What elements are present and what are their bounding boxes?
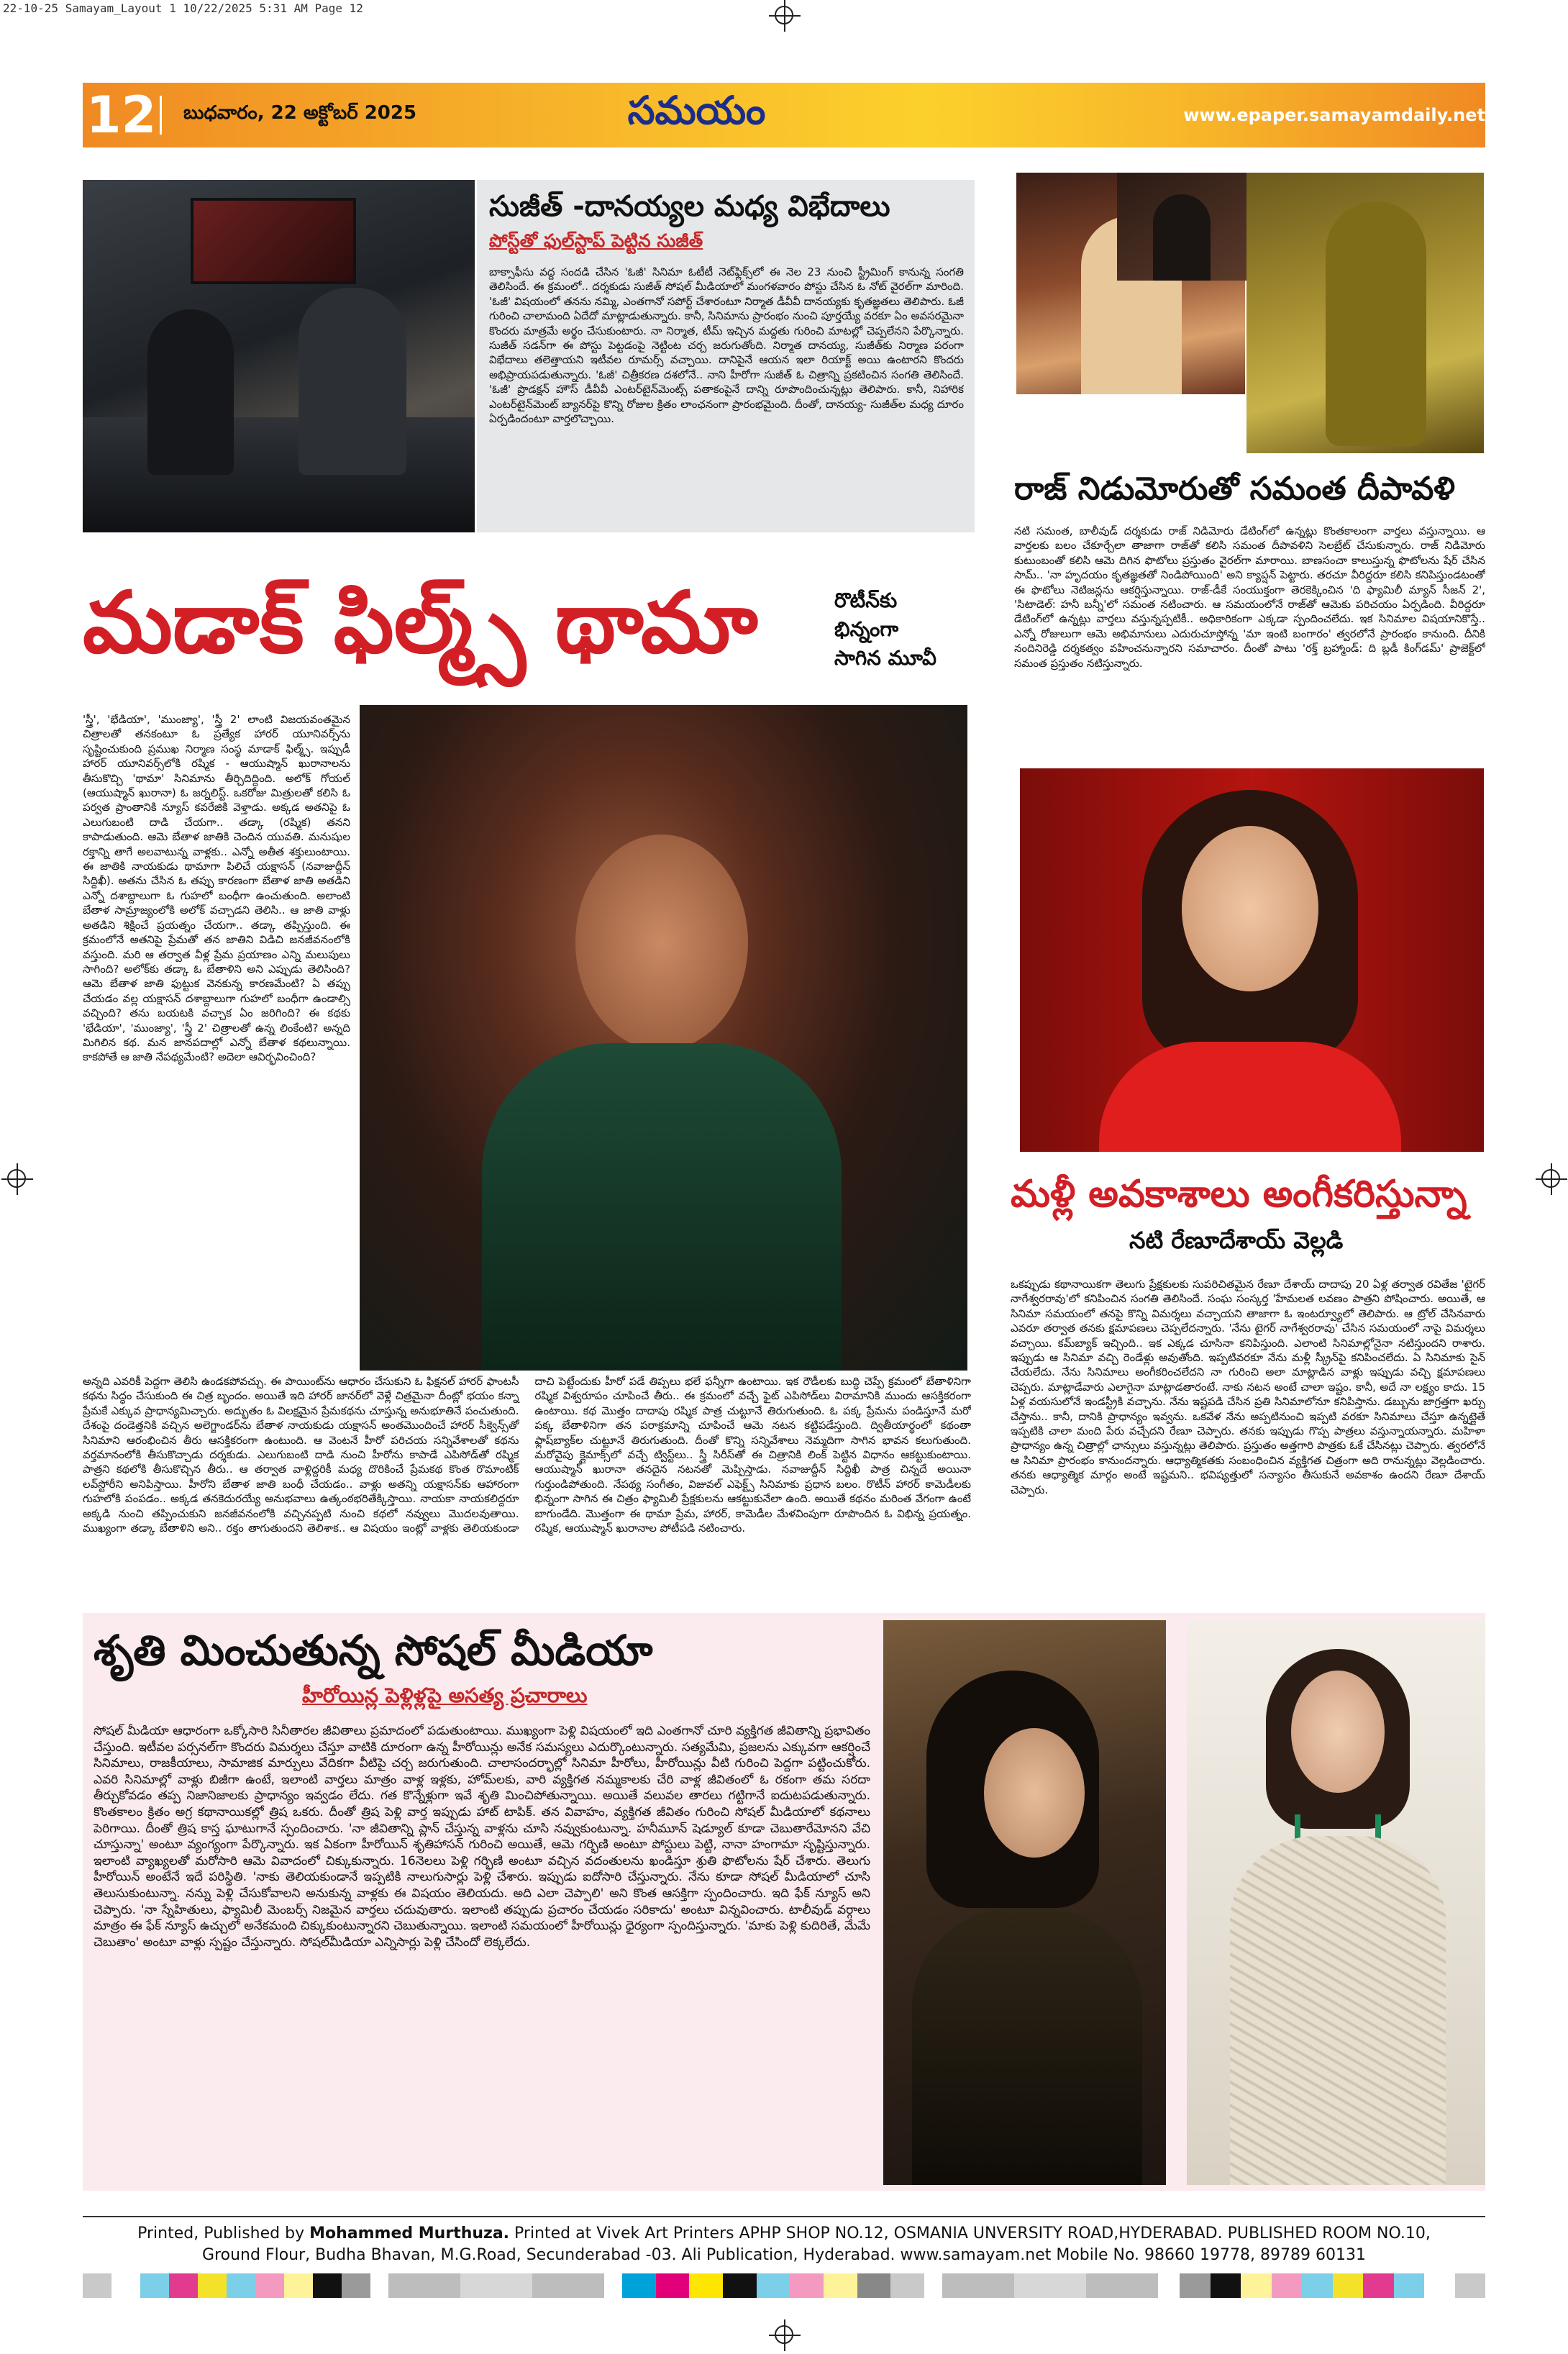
color-bar-center <box>622 2273 924 2298</box>
person-left <box>147 309 234 475</box>
renu-saree <box>1099 1042 1401 1152</box>
thama-tagline-line1: రొటీన్‌కు <box>834 588 898 612</box>
color-bar-center-right <box>942 2273 1158 2298</box>
samantha-dance-figure <box>1326 201 1426 446</box>
thama-tagline <box>834 586 993 673</box>
registration-mark-right <box>1541 1169 1560 1188</box>
renu-face <box>1182 826 1318 991</box>
social-media-subheadline: హీరోయిన్ల పెళ్లిళ్లపై అసత్య ప్రచారాలు <box>302 1683 588 1707</box>
imprint-address: Printed at Vivek Art Printers APHP SHOP NO.12, OSMANIA UNVERSITY ROAD,HYDERABAD. PUBLISHED ROOM NO.10, <box>509 2225 1431 2242</box>
samantha-photo-right <box>1246 173 1484 453</box>
social-media-headline: శృతి మించుతున్న సోషల్ మీడియా <box>94 1626 653 1675</box>
sujeeth-article-body: బాక్సాఫీసు వద్ద సందడి చేసిన 'ఓజీ' సినిమా ఓటీటీ నెట్‌ఫ్లిక్స్‌లో ఈ నెల 23 నుంచి స్ట్రీమింగ్ కానున్న సంగతి తెలిసిందే. ఈ క్రమంలో.. దర్శకుడు సుజీత్ సోషల్ మీడియాలో మంగళవారం పోస్టు చేసిన ఓ నోట్ వైరల్‌గా మారింది. 'ఓజీ' విషయంలో తనను నమ్మి, ఎంతగానో సపోర్ట్ చేశారంటూ నిర్మాత డీవీవీ దానయ్యకు కృతజ్ఞతలు తెలిపారు. ఓజీ గురించి చాలామంది ఏదేదో మాట్లాడుతున్నారు. కానీ, సినిమాను ప్రారంభం నుంచి పూర్తయ్యే వరకూ ఏం అవసరమైనా కొందరు మాత్రమే అర్థం చేసుకుంటారు. నా నిర్మాత, టీమ్ ఇచ్చిన మద్దతు గురించి మాటల్లో చెప్పలేనని పేర్కొన్నారు. సుజీత్ సడన్‌గా ఈ పోస్టు పెట్టడంపై నెట్టింట చర్చ జరుగుతోంది. నిర్మాత దానయ్య, సుజీత్‌కు నిర్మాణ పరంగా విభేదాలు తలెత్తాయని ఇటీవల రూమర్స్ వచ్చాయి. దానిపైనే ఆయన ఇలా రియాక్ట్ అయి ఉంటారని కొందరు అభిప్రాయపడుతున్నారు. 'ఓజీ' చిత్రీకరణ దశలోనే.. నాని హీరోగా సుజీత్ ఓ చిత్రాన్ని ప్రకటించిన సంగతి తెలిసిందే. 'ఓజీ' ప్రొడక్షన్ హౌస్ డీవీవీ ఎంటర్‌టైన్‌మెంట్స్ పతాకంపైనే దాన్ని రూపొందించున్నట్లు తెలిపారు. కానీ, నిహారిక ఎంటర్‌టైన్‌మెంట్ బ్యానర్‌పై కొన్ని రోజుల క్రితం లాంఛనంగా ప్రారంభమైంది. దీంతో, దానయ్య- సుజీత్‌ల మధ్య దూరం ఏర్పడిందంటూ వార్తలొచ్చాయి. <box>489 265 964 426</box>
rashmika-thama-still <box>360 705 967 1371</box>
registration-mark-top <box>775 6 793 24</box>
samantha-photo-center <box>1117 173 1246 281</box>
color-bar-left <box>83 2273 370 2298</box>
sujeeth-subheadline: పోస్ట్‌తో ఫుల్‌స్టాప్ పెట్టిన సుజీత్ <box>489 230 703 251</box>
website-url[interactable]: www.epaper.samayamdaily.net <box>1183 105 1485 125</box>
person-right <box>298 288 406 475</box>
thama-review-continued: అన్నది ఎవరికీ పెద్దగా తెలిసి ఉండకపోవచ్చు. ఈ పాయింట్‌ను ఆధారం చేసుకుని ఓ ఫిక్షనల్ హారర్ ఫాంటసీ కథను సిద్ధం చేసుకుంది ఈ చిత్ర బృందం. అయితే ఇది హారర్ జానర్‌లో వెళ్లే చిత్రమైనా దీంట్లో భయం కన్నా ప్రేమకే ఎక్కువ ప్రాధాన్యమిచ్చారు. అద్భుతం ఓ విలక్షమైన ప్రేమకథను చూస్తున్న అనుభూతినే పంచుతుంది. దేశంపై దండెత్తనికి వచ్చిన అలెగ్జాండర్‌ను బేతాళ నాయకుడు యక్షాసన్ అంతమొందించే హారర్ సీక్వెన్స్‌తో సినిమాని ఆరంభించిన తీరు ఆసక్తికరంగా ఉంటుంది. ఆ వెంటనే హీరో పరిచయ సన్నివేశాలతో కథను వర్తమానంలోకి తీసుకొచ్చాడు దర్శకుడు. ఎలుగుబంటి దాడి నుంచి హీరోను కాపాడే ఎపిసోడ్‌తో రష్మిక పాత్రని కథలోకి తీసుకొచ్చిన తీరు.. ఆ తర్వాత వాళ్లిద్దరికీ మధ్య దొరికించే ప్రేమకథ కొంత రొమాంటిక్ లవ్‌స్టోరీని అనిపిస్తాయి. హీరోని బేతాళ జాతి బంధీ చేయడం.. వాళ్లు అతన్ని యక్షాసన్‌కు ఆహారంగా గుహలోకి పంపడం.. అక్కడ తనకెదురయ్యే అనుభవాలు ఉత్కంఠభరితేక్కిస్తాయి. నాయకా నాయకలిద్దరూ అక్కడి నుంచి తప్పించుకుని జనజీవనంలోకి వచ్చినప్పటి నుంచి కథలో నవ్వులు మొదలవుతాయి. ముఖ్యంగా తడ్కా బేతాళిని అని.. రక్తం తాగుతుందని తెలిశాక.. ఆ విషయం ఇంట్లో వాళ్లకు తెలియకుండా దాచి పెట్టేందుకు హీరో పడే తిప్పలు భలే ఫన్నీగా ఉంటాయి. ఇక రౌడీలకు బుద్ధి చెప్పే క్రమంలో బేతాళినిగా రష్మిక విశ్వరూపం చూపించే తీరు.. ఈ క్రమంలో వచ్చే ఫైట్ ఎపిసోడ్‌లు విరామానికి ముందు ఆసక్తికరంగా ఉంటాయి. కథ మొత్తం దాదాపు రష్మిక పాత్ర చుట్టూనే తిరుగుతుంది. ఓ పక్క ప్రేమను పండిస్తూనే మరో పక్క బేతాళినిగా తన పరాక్రమాన్ని చూపించే ఆమె నటన కట్టిపడేస్తుంది. ద్వితీయార్థంలో కథంతా ఫ్లాష్‌బ్యాక్‌ల చుట్టూనే తిరుగుతుంది. దీంతో కొన్ని సన్నివేశాలు నెమ్మదిగా సాగిన భావన కలుగుతుంది. మరోవైపు క్లైమాక్స్‌లో వచ్చే ట్విస్ట్‌లు.. స్త్రీ సిరీస్‌తో ఈ చిత్రానికి లింక్ పెట్టిన విధానం ఆకట్టుకుంటాయి. ఆయుష్మాన్ ఖురానా తనదైన నటనతో మెప్పిస్తాడు. నవాజుద్దీన్ సిద్దిఖీ పాత్ర చిన్నదే అయినా గుర్తుండిపోతుంది. నేపథ్య సంగీతం, విజువల్ ఎఫెక్ట్స్ సినిమాకు ప్రధాన బలం. రొటీన్ హారర్ కామెడీలకు భిన్నంగా సాగిన ఈ చిత్రం ఫ్యామిలీ ప్రేక్షకులను ఆకట్టుకునేలా ఉంది. అయితే కథనం మరింత వేగంగా ఉంటే బాగుండేది. మొత్తంగా ఈ థామా ప్రేమ, హారర్, కామెడీల మేళవింపుగా రూపొందిన ఓ విభిన్న ప్రయత్నం. రష్మిక, ఆయుష్మాన్ ఖురానాల పోటీపడి నటించారు. <box>83 1375 971 1535</box>
renu-subheadline: నటి రేణూదేశాయ్ వెల్లడి <box>1129 1227 1344 1254</box>
sujeeth-headline: సుజీత్ -దానయ్యల మధ్య విభేదాలు <box>489 190 890 223</box>
publisher-name: Mohammed Murthuza. <box>309 2225 510 2242</box>
raj-figure <box>1153 194 1211 281</box>
imprint-prefix: Printed, Published by <box>137 2225 310 2242</box>
samantha-headline: రాజ్ నిడుమోరుతో సమంత దీపావళి <box>1014 471 1455 507</box>
color-bar-right <box>1180 2273 1485 2298</box>
imprint-line-2: Ground Flour, Budha Bhavan, M.G.Road, Secunderabad -03. Ali Publication, Hyderabad. www.samayam.net Mobile No. 98660 19778, 89789 60131 <box>202 2246 1366 2264</box>
shruti-face <box>984 1728 1085 1858</box>
thama-headline: మడాక్ ఫిల్మ్స్ థామా <box>83 573 758 672</box>
footer-rule <box>83 2216 1485 2217</box>
shruti-blouse <box>912 1908 1142 2185</box>
print-slug: 22-10-25 Samayam_Layout 1 10/22/2025 5:31 AM Page 12 <box>3 1 363 15</box>
mixing-console <box>83 417 475 532</box>
renu-desai-photo <box>1020 768 1484 1152</box>
renu-article-body: ఒకప్పుడు కథానాయికగా తెలుగు ప్రేక్షకులకు సుపరిచితమైన రేణూ దేశాయ్ దాదాపు 20 ఏళ్ల తర్వాత రవితేజ 'టైగర్ నాగేశ్వరరావు'లో కనిపించిన సంగతి తెలిసిందే. సంఘ సంస్కర్త 'హేమలత లవణం పాత్రని పోషించారు. అయితే, ఆ సినిమా సమయంలో తనపై కొన్ని విమర్శలు వచ్చాయని తాజాగా ఓ ఇంటర్వ్యూలో తెలిపారు. ఆ ట్రోల్ చేసినవారు ఎవరూ తర్వాత తనకు క్షమాపణలు చెప్పలేదన్నారు. 'నేను టైగర్ నాగేశ్వరరావు' చేసిన సమయంలో నాపై విమర్శలు వచ్చాయి. కమ్‌బ్యాక్ ఇచ్చింది.. ఇక ఎక్కడ చూసినా కనిపిస్తుంది. ఎలాంటి సినిమాల్లోనైనా నటిస్తుందని రాశారు. ఇప్పుడు ఆ సినిమా వచ్చి రెండేళ్లు అవుతోంది. ఇప్పటివరకూ నేను మళ్లీ స్క్రీన్‌పై కనిపించలేదు. ఏ సినిమాకు సైన్ చేయలేదు. నేను సినిమాలు అంగీకరించలేదని నా గురించి అలా మాట్లాడిన వాళ్లు ఇప్పుడు వచ్చి క్షమాపణలు చెప్పరు. మాట్లాడేవారు ఎలాగైనా మాట్లాడతారంటే. నాకు నటన అంటే చాలా ఇష్టం. కానీ, అదే నా లక్ష్యం కాదు. 15 ఏళ్ల వయసులోనే ఇండస్ట్రీకి వచ్చాను. నేను ఇష్టపడి చేసిన ప్రతి సినిమాలోనూ కనిపిస్తాను. డబ్బును జాగ్రత్తగా ఖర్చు చేస్తాను.. కానీ, దానికి ప్రాధాన్యం ఇవ్వను. ఒకవేళ నేను అప్పటినుంచి ఇప్పటి వరకూ సినిమాలు చేస్తూ ఉన్నట్లైతే ఇప్పటికి చాలా మంది పేరు వచ్చేదని రేణూ చెప్పారు. తనకు ఇప్పుడు గొప్ప పాత్రలు వస్తున్నాయన్నారు. మహిళా ప్రాధాన్యం ఉన్న చిత్రాల్లో ఛాన్సులు వస్తున్నట్లు తెలిపారు. ప్రస్తుతం అత్తగారి పాత్రకు ఓకే చేసినట్లు చెప్పారు. త్వరలోనే ఆ సినిమా ప్రారంభం కానుందన్నారు. ఆధ్యాత్మికతకు సంబంధించిన వ్యక్తిగత చిత్రంగా అది రానున్నట్లు వెల్లడించారు. తనకు ఆధ్యాత్మిక మార్గం అంటే ఇష్టమని.. భవిష్యత్తులో సన్యాసం తీసుకునే అవకాశం ఉందని రేణూ దేశాయ్ చెప్పారు. <box>1011 1278 1485 1496</box>
issue-date: బుధవారం, 22 అక్టోబర్ 2025 <box>183 102 417 124</box>
header-divider <box>160 96 162 135</box>
rashmika-face <box>575 835 748 1050</box>
thama-tagline-line2: భిన్నంగా <box>834 617 899 641</box>
trisha-saree <box>1230 1836 1446 2185</box>
renu-headline: మళ్లీ అవకాశాలు అంగీకరిస్తున్నా <box>1011 1173 1467 1216</box>
rashmika-dress <box>482 1043 842 1371</box>
registration-mark-left <box>7 1169 26 1188</box>
thama-review-column: 'స్త్రీ', 'భేడియా', 'ముంజ్యా', 'స్త్రీ 2' లాంటి విజయవంతమైన చిత్రాలతో తనకంటూ ఓ ప్రత్యేక హారర్ యూనివర్స్‌ను సృష్టించుకుంది ప్రముఖ నిర్మాణ సంస్థ మాడాక్ ఫిల్మ్స్. ఇప్పుడీ హారర్ యూనివర్స్‌లోకి రష్మిక - ఆయుష్మాన్ ఖురానాలను తీసుకొచ్చి 'థామా' సినిమాను తీర్చిదిద్దింది. అలోక్ గోయల్ (ఆయుష్మాన్ ఖురానా) ఓ జర్నలిస్ట్. ఒకరోజు మిత్రులతో కలిసి ఓ పర్వత ప్రాంతానికి న్యూస్ కవరేజికి వెళ్తాడు. అక్కడ అతనిపై ఓ ఎలుగుబంటి దాడి చేయగా.. తడ్కా (రష్మిక) తనని కాపాడుతుంది. ఆమె బేతాళ జాతికి చెందిన యువతి. మనుషుల రక్తాన్ని తాగే అలవాటున్న వాళ్లకు.. ఎన్నో అతీత శక్తులుంటాయి. ఈ జాతికి నాయకుడు థామాగా పిలిచే యక్షాసన్ (నవాజుద్దీన్ సిద్దిఖీ). అతను చేసిన ఓ తప్పు కారణంగా బేతాళ జాతి అతడిని ఎన్నో దశాబ్దాలుగా ఓ గుహలో బంధీగా ఉంచుతుంది. అలాంటి బేతాళ సామ్రాజ్యంలోకి అలోక్ వచ్చాడని తెలిసి.. ఆ జాతి వాళ్లు అతడిని శిక్షించే ప్రయత్నం చేయగా.. తడ్కా తప్పిస్తుంది. ఈ క్రమంలోనే అతనిపై ప్రేమతో తన జాతిని విడిచి జనజీవనంలోకి వస్తుంది. మరి ఆ తర్వాత వీళ్ల ప్రేమ ప్రయాణం ఎన్ని మలుపులు సాగింది? అలోక్‌కు తడ్కా ఓ బేతాళిని అని ఎప్పుడు తెలిసింది? ఆమె బేతాళ జాతి ఫుట్టుక వెనకున్న కారణమేంటి? ఏ తప్పు చేయడం వల్ల యక్షాసన్ దశాబ్దాలుగా గుహలో బంధీగా ఉండాల్సి వచ్చింది? తను బయటకి వచ్చాక ఏం జరిగింది? ఈ కథకు 'భేడియా', 'ముంజ్యా', 'స్త్రీ 2' చిత్రాలతో ఉన్న లింకేంటి? అన్నది మిగిలిన కథ. మన జానపదాల్లో ఎన్నో బేతాళ కథలున్నాయి. కాకపోతే ఆ జాతి నేపథ్యమేంటి? అదెలా ఆవిర్భవించింది? <box>83 713 350 1064</box>
shruti-haasan-photo <box>883 1620 1166 2185</box>
page-number: 12 <box>86 86 157 145</box>
samantha-article-body: నటి సమంత, బాలీవుడ్ దర్శకుడు రాజ్ నిడిమోరు డేటింగ్‌లో ఉన్నట్లు కొంతకాలంగా వార్తలు వస్తున్నాయి. ఆ వార్తలకు బలం చేకూర్చేలా తాజాగా రాజ్‌తో కలిసి సమంత దీపావళిని సెలబ్రేట్ చేసుకున్నారు. రాజ్ నిడిమోరు కుటుంబంతో కలిసి ఆమె దిగిన ఫొటోలు ప్రస్తుతం వైరల్‌గా మారాయి. బాణసంచా కాలుస్తున్న ఫొటోలను షేర్ చేసిన సామ్.. 'నా హృదయం కృతజ్ఞతతో నిండిపోయింది' అని క్యాప్షన్ పెట్టారు. తరచూ వీరిద్దరూ కలిసి కనిపిస్తుండటంతో ఈ ఫొటోలు నెటిజన్లను ఆకర్షిస్తున్నాయి. రాజ్-డీకే సంయుక్తంగా తెరకెక్కించిన 'ది ఫ్యామిలీ మ్యాన్ సీజన్ 2', 'సిటాడెల్: హనీ బన్నీ'లో సమంత నటించారు. ఆ సమయంలోనే రాజ్‌తో ఆమెకు పరిచయం ఏర్పడింది. వీరిద్దరూ డేటింగ్‌లో ఉన్నట్లు వార్తలు వస్తున్నప్పటికీ.. అధికారికంగా ఎక్కడా స్పందించలేదు. ఇక సినిమాల విషయానికొస్తే.. ఎన్నో రోజులుగా ఆమె అభిమానులు ఎదురుచూస్తోన్న 'మా ఇంటి బంగారం' త్వరలోనే ప్రారంభం కానుంది. దీనికి నందినిరెడ్డి దర్శకత్వం వహించనున్నారని సమాచారం. దీంతో పాటు 'రక్త్ బ్రహ్మాండ్: ది బ్లడీ కింగ్‌డమ్' ప్రాజెక్ట్‌లో సమంత ప్రస్తుతం నటిస్తున్నారు. <box>1014 524 1485 670</box>
studio-screen <box>191 198 356 284</box>
trisha-photo <box>1187 1620 1485 2185</box>
thama-tagline-line3: సాగిన మూవీ <box>834 646 936 670</box>
registration-mark-bottom <box>775 2325 793 2344</box>
color-bar-center-left <box>388 2273 604 2298</box>
social-media-article-body: సోషల్ మీడియా ఆధారంగా ఒక్కోసారి సినీతారల జీవితాలు ప్రమాదంలో పడుతుంటాయి. ముఖ్యంగా పెళ్లి విషయంలో ఇది ఎంతగానో చూరి వ్యక్తిగత జీవితాన్ని ప్రభావితం చేస్తుంది. ఇటీవల పర్సనల్‌గా కొందరు విమర్శలు చేస్తూ వాటికి దూరంగా ఉన్న హీరోయిన్లు అనేక సమస్యలు ఎదుర్కొంటున్నారు. సత్యమేమి, ప్రజలను ఎక్కువగా ఆకర్షించే సినిమాలు, రాజకీయాలు, సామాజిక మార్పులు వేదికగా వీటిపై చర్చ జరుగుతుంది. చాలాసందర్భాల్లో సినిమా హీరోలు, హీరోయిన్లు వీటి గురించి పెద్దగా పట్టించుకోరు. ఎవరి సినిమాల్లో వాళ్లు బిజీగా ఉంటే, ఇలాంటి వార్తలు మాత్రం వాళ్ల ఇళ్లకు, హోమ్‌లకు, వారి వ్యక్తిగత నమ్మకాలకు చేరి వాళ్ల జీవితంలో ఓ రకంగా తమ సరదా తీర్చుకోవడం తప్ప నిజానిజాలకు ప్రాధాన్యం ఇవ్వడం లేదు. గత కొన్నేళ్లుగా ఇవే శృతి మించిపోతున్నాయి. అయితే వలువల తారలు గట్టిగానే ఐదుటపడుతున్నారు. కొంతకాలం క్రితం అగ్ర కథానాయికల్లో త్రిష ఒకరు. దీంతో త్రిష పెళ్లి వార్త ఇప్పుడు హాట్ టాపిక్. తన వివాహం, వ్యక్తిగత జీవితం గురించి సోషల్ మీడియాలో కథనాలు పెరిగాయి. దీంతో త్రిష కాస్త ఘాటుగానే స్పందించారు. 'నా జీవితాన్ని ప్లాన్ చేస్తున్న వాళ్లను చూసి నవ్వుకుంటున్నా. హనీమూన్ షెడ్యూల్ కూడా చెబుతారేమోనని వేచి చూస్తున్నా' అంటూ వ్యంగ్యంగా పేర్కొన్నారు. ఇక ఏకంగా హీరోయిన్ శృతిహాసన్ గురించి అయితే, ఆమె గర్భిణి అంటూ పోస్టులు పెట్టి, నానా హంగామా సృష్టిస్తున్నారు. ఇలాంటి వ్యాఖ్యలతో మరోసారి ఆమె వివాదంలో చిక్కుకున్నారు. 16నెలలు పెళ్లి గర్భిణి అంటూ వచ్చిన వదంతులను ఖండిస్తూ శ్రుతి ఫొటోలను షేర్ చేశారు. తెలుగు హీరోయిన్ అంటేనే ఇదే పరిస్థితి. 'నాకు తెలియకుండానే ఇప్పటికి నాలుగుసార్లు పెళ్లి చేశారు. ఇప్పుడు ఐదోసారి చేస్తున్నారు. నేను కూడా సోషల్ మీడియాలో చూసి తెలుసుకుంటున్నా. నన్ను పెళ్లి చేసుకోవాలని అనుకున్న వాళ్లకు ఈ విషయం తెలియదు. అది ఎలా చెప్పాలి' అని కొంత ఆసక్తిగా స్పందించారు. ఇది ఫేక్ న్యూస్ అని చెప్పారు. 'నా స్నేహితులు, ఫ్యామిలీ మెంబర్స్ నిజమైన వార్తలు చదువుతారు. ఇలాంటి తప్పుడు ప్రచారం చేయడం సరికాదు' అంటూ విన్నవించారు. టాలీవుడ్ వర్గాలు మాత్రం ఈ ఫేక్ న్యూస్ ఉచ్చులో అనేకమంది చిక్కుకుంటున్నారని చెబుతున్నాయి. ఇలాంటి సమయంలో హీరోయిన్లు ధైర్యంగా స్పందిస్తున్నారు. 'మాకు పెళ్లి కుదిరితే, మేమే చెబుతాం' అంటూ వాళ్లు స్పష్టం చేస్తున్నారు. సోషల్‌మీడియా ఎన్నిసార్లు పెళ్లి చేసిందో లెక్కలేదు. <box>94 1724 870 1950</box>
sujeeth-studio-photo <box>83 180 475 532</box>
page-header <box>83 83 1485 147</box>
trisha-face <box>1291 1671 1385 1793</box>
imprint-line-1 <box>83 2225 1485 2242</box>
masthead: సమయం <box>627 87 766 133</box>
